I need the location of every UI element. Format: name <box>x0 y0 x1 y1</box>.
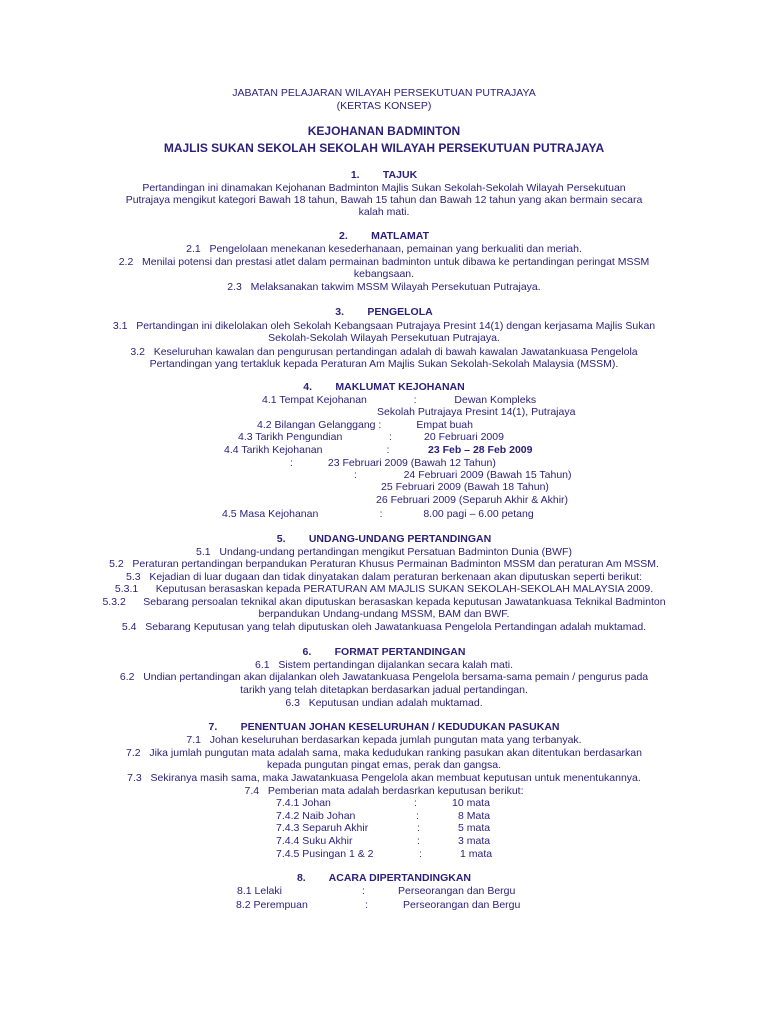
title-line-1: KEJOHANAN BADMINTON <box>307 124 461 138</box>
s4-venue: 4.1 Tempat Kejohanan : Dewan Kompleks <box>262 394 537 406</box>
points-value: 10 mata <box>452 797 490 809</box>
s6-line: tarikh yang telah ditetapkan berdasarkan jadual pertandingan. <box>240 684 528 696</box>
event-value: Perseorangan dan Bergu <box>403 899 521 911</box>
s2-line: 2.1 Pengelolaan menekanan kesederhanaan, pemainan yang berkualiti dan meriah. <box>186 243 582 255</box>
s2-line: 2.3 Melaksanakan takwim MSSM Wilayah Persekutuan Putrajaya. <box>227 281 541 293</box>
s3-line: 3.2 Keseluruhan kawalan dan pengurusan pertandingan adalah di bawah kawalan Jawatankuasa Pengelola <box>130 346 638 358</box>
s7-line: 7.4 Pemberian mata adalah berdasrkan keputusan berikut: <box>244 785 524 797</box>
s4-courts: 4.2 Bilangan Gelanggang : Empat buah <box>257 419 473 431</box>
s4-time: 4.5 Masa Kejohanan : 8.00 pagi – 6.00 petang <box>222 508 534 520</box>
s5-line: 5.3 Kejadian di luar dugaan dan tidak dinyatakan dalam peraturan berkenaan akan diputuskan seperti berikut: <box>125 571 643 583</box>
s4-event-date: 23 Feb – 28 Feb 2009 <box>428 444 533 456</box>
s7-line: 7.2 Jika jumlah pungutan mata adalah sama, maka kedudukan ranking pasukan akan ditentukan berdasarkan <box>125 747 642 759</box>
s7-line: 7.3 Sekiranya masih sama, maka Jawatankuasa Pengelola akan membuat keputusan untuk menentukannya. <box>127 772 641 784</box>
s3-line: Sekolah-Sekolah Wilayah Persekutuan Putrajaya. <box>268 332 500 344</box>
s5-line: 5.2 Peraturan pertandingan berpandukan Peraturan Khusus Permainan Badminton MSSM dan peraturan Am MSSM. <box>109 558 659 570</box>
title-line-2: MAJLIS SUKAN SEKOLAH SEKOLAH WILAYAH PERSEKUTUAN PUTRAJAYA <box>163 141 605 155</box>
points-label: 7.4.2 Naib Johan <box>276 810 356 822</box>
s2-line: 2.2 Menilai potensi dan prestasi atlet dalam permainan badminton untuk dibawa ke pertandingan peringat MSSM <box>118 256 650 268</box>
points-colon: : <box>416 810 419 822</box>
s4-schedule: : 24 Februari 2009 (Bawah 15 Tahun) <box>354 469 572 481</box>
points-colon: : <box>417 822 420 834</box>
points-label: 7.4.1 Johan <box>276 797 331 809</box>
points-label: 7.4.3 Separuh Akhir <box>276 822 369 834</box>
points-value: 1 mata <box>460 848 493 860</box>
s6-line: 6.1 Sistem pertandingan dijalankan secara kalah mati. <box>255 659 513 671</box>
s6-line: 6.3 Keputusan undian adalah muktamad. <box>285 697 483 709</box>
s5-line: 5.1 Undang-undang pertandingan mengikut Persatuan Badminton Dunia (BWF) <box>196 546 572 558</box>
s5-line: berpandukan Undang-undang MSSM, BAM dan BWF. <box>258 608 510 620</box>
points-label: 7.4.5 Pusingan 1 & 2 <box>276 848 374 860</box>
s1-line: Pertandingan ini dinamakan Kejohanan Badminton Majlis Sukan Sekolah-Sekolah Wilayah Persekutuan <box>142 182 626 194</box>
section-1-heading: 1. TAJUK <box>350 169 418 181</box>
s1-line: Putrajaya mengikut kategori Bawah 18 tahun, Bawah 15 tahun dan Bawah 12 tahun yang akan bermain secara <box>125 194 643 206</box>
section-3-heading: 3. PENGELOLA <box>335 306 433 318</box>
points-label: 7.4.4 Suku Akhir <box>276 835 353 847</box>
section-8-heading: 8. ACARA DIPERTANDINGKAN <box>296 872 472 884</box>
s5-line: 5.3.2 Sebarang persoalan teknikal akan diputuskan berasaskan kepada keputusan Jawatankuasa Teknikal Badminton <box>102 596 666 608</box>
event-colon: : <box>362 885 365 897</box>
doc-type-line: (KERTAS KONSEP) <box>336 100 432 112</box>
points-colon: : <box>414 797 417 809</box>
s3-line: 3.1 Pertandingan ini dikelolakan oleh Sekolah Kebangsaan Putrajaya Presint 14(1) dengan kerjasama Majlis Sukan <box>112 320 656 332</box>
s4-venue-detail: Sekolah Putrajaya Presint 14(1), Putrajaya <box>377 406 576 418</box>
s4-schedule: 26 Februari 2009 (Separuh Akhir & Akhir) <box>376 494 569 506</box>
event-colon: : <box>365 899 368 911</box>
s6-line: 6.2 Undian pertandingan akan dijalankan oleh Jawatankuasa Pengelola bersama-sama pemain / pengurus pada <box>119 671 649 683</box>
points-value: 3 mata <box>458 835 491 847</box>
s4-event-date-label: 4.4 Tarikh Kejohanan : <box>224 444 390 456</box>
points-colon: : <box>417 835 420 847</box>
s4-schedule: 25 Februari 2009 (Bawah 18 Tahun) <box>381 481 549 493</box>
s7-line: kepada pungutan pingat emas, perak dan gangsa. <box>266 759 502 771</box>
s1-line: kalah mati. <box>358 206 410 218</box>
section-7-heading: 7. PENENTUAN JOHAN KESELURUHAN / KEDUDUKAN PASUKAN <box>208 721 560 733</box>
event-label: 8.2 Perempuan <box>236 899 308 911</box>
section-5-heading: 5. UNDANG-UNDANG PERTANDINGAN <box>276 533 492 545</box>
s4-schedule: : 23 Februari 2009 (Bawah 12 Tahun) <box>290 457 496 469</box>
s4-draw-date: 4.3 Tarikh Pengundian : 20 Februari 2009 <box>238 431 504 443</box>
s5-line: 5.3.1 Keputusan berasaskan kepada PERATURAN AM MAJLIS SUKAN SEKOLAH-SEKOLAH MALAYSIA 2009. <box>114 583 654 595</box>
agency-line: JABATAN PELAJARAN WILAYAH PERSEKUTUAN PUTRAJAYA <box>232 87 536 99</box>
s3-line: Pertandingan yang tertakluk kepada Peraturan Am Majlis Sukan Sekolah-Sekolah Malaysia (MSSM). <box>149 358 619 370</box>
section-4-heading: 4. MAKLUMAT KEJOHANAN <box>303 381 465 393</box>
event-value: Perseorangan dan Bergu <box>398 885 516 897</box>
s5-line: 5.4 Sebarang Keputusan yang telah diputuskan oleh Jawatankuasa Pengelola Pertandingan adalah muktamad. <box>121 621 647 633</box>
points-value: 8 Mata <box>458 810 491 822</box>
points-colon: : <box>419 848 422 860</box>
event-label: 8.1 Lelaki <box>237 885 282 897</box>
points-value: 5 mata <box>458 822 491 834</box>
s7-line: 7.1 Johan keseluruhan berdasarkan kepada jumlah pungutan mata yang terbanyak. <box>186 734 582 746</box>
section-2-heading: 2. MATLAMAT <box>338 230 430 242</box>
s2-line: kebangsaan. <box>353 268 415 280</box>
section-6-heading: 6. FORMAT PERTANDINGAN <box>302 646 466 658</box>
